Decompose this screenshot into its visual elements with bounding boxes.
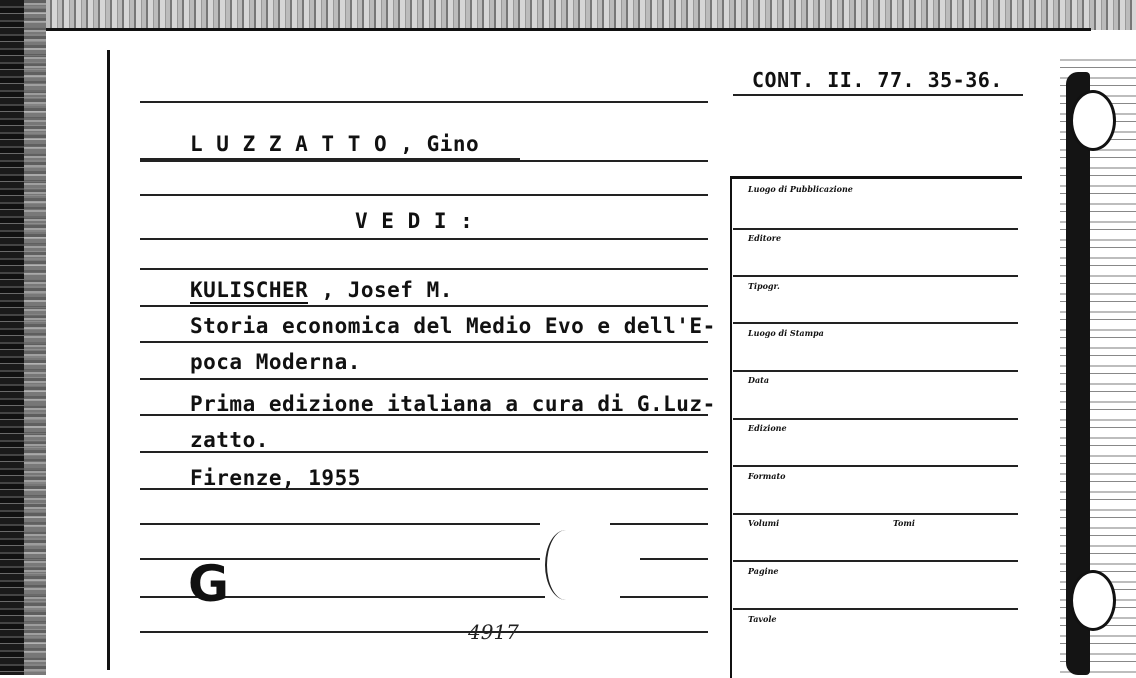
form-line — [733, 322, 1018, 324]
ruled-line — [620, 596, 708, 598]
card-notch-top — [1070, 90, 1116, 151]
form-label-plates: Tavole — [748, 614, 777, 624]
ruled-line — [140, 341, 708, 343]
form-label-date: Data — [748, 375, 769, 385]
form-line — [733, 370, 1018, 372]
form-line — [733, 418, 1018, 420]
library-logo-letter: G — [188, 555, 230, 613]
scan-edge-top — [46, 0, 1136, 30]
ruled-line — [140, 194, 708, 196]
card-hole-arc — [545, 530, 587, 600]
referenced-given-name: , Josef M. — [308, 278, 453, 302]
title-line-1: Storia economica del Medio Evo e dell'E- — [190, 314, 716, 338]
handwritten-number: 4917 — [468, 620, 519, 644]
form-line — [733, 275, 1018, 277]
ruled-line — [640, 558, 708, 560]
ruled-line — [140, 101, 708, 103]
author-underline — [140, 158, 520, 160]
card-notch-bottom — [1070, 570, 1116, 631]
see-label: V E D I : — [355, 209, 474, 233]
form-label-pages: Pagine — [748, 566, 779, 576]
ruled-line — [140, 268, 708, 270]
ruled-line — [140, 305, 708, 307]
referenced-author — [190, 278, 453, 302]
scan-edge-top-line — [46, 28, 1091, 31]
form-label-format: Formato — [748, 471, 786, 481]
ruled-line — [140, 238, 708, 240]
author-heading — [190, 132, 479, 156]
form-line — [733, 465, 1018, 467]
form-line — [733, 560, 1018, 562]
edition-line-1: Prima edizione italiana a cura di G.Luz- — [190, 392, 716, 416]
form-label-printer: Tipogr. — [748, 281, 780, 291]
author-separator: , — [387, 132, 427, 156]
form-label-volumes: Volumi — [748, 518, 780, 528]
form-label-publisher: Editore — [748, 233, 782, 243]
edition-line-2: zatto. — [190, 428, 269, 452]
referenced-surname: KULISCHER — [190, 278, 309, 302]
ruled-line — [140, 160, 708, 162]
scan-edge-left-inner — [24, 0, 46, 675]
form-label-edition: Edizione — [748, 423, 787, 433]
ruled-line — [140, 378, 708, 380]
card-margin-rule — [107, 50, 110, 670]
ruled-line — [610, 523, 708, 525]
form-line — [733, 608, 1018, 610]
ruled-line — [140, 523, 540, 525]
shelfmark: CONT. II. 77. 35-36. — [752, 68, 1003, 92]
place-year: Firenze, 1955 — [190, 466, 361, 490]
ruled-line — [140, 631, 708, 633]
form-line — [733, 228, 1018, 230]
form-line — [733, 513, 1018, 515]
title-line-2: poca Moderna. — [190, 350, 361, 374]
shelfmark-rule — [733, 94, 1023, 96]
form-label-place-of-publication: Luogo di Pubblicazione — [748, 184, 853, 194]
form-label-tomes: Tomi — [893, 518, 915, 528]
author-surname: L U Z Z A T T O — [190, 132, 388, 156]
author-given-name: Gino — [426, 132, 480, 156]
form-label-place-of-printing: Luogo di Stampa — [748, 328, 824, 338]
